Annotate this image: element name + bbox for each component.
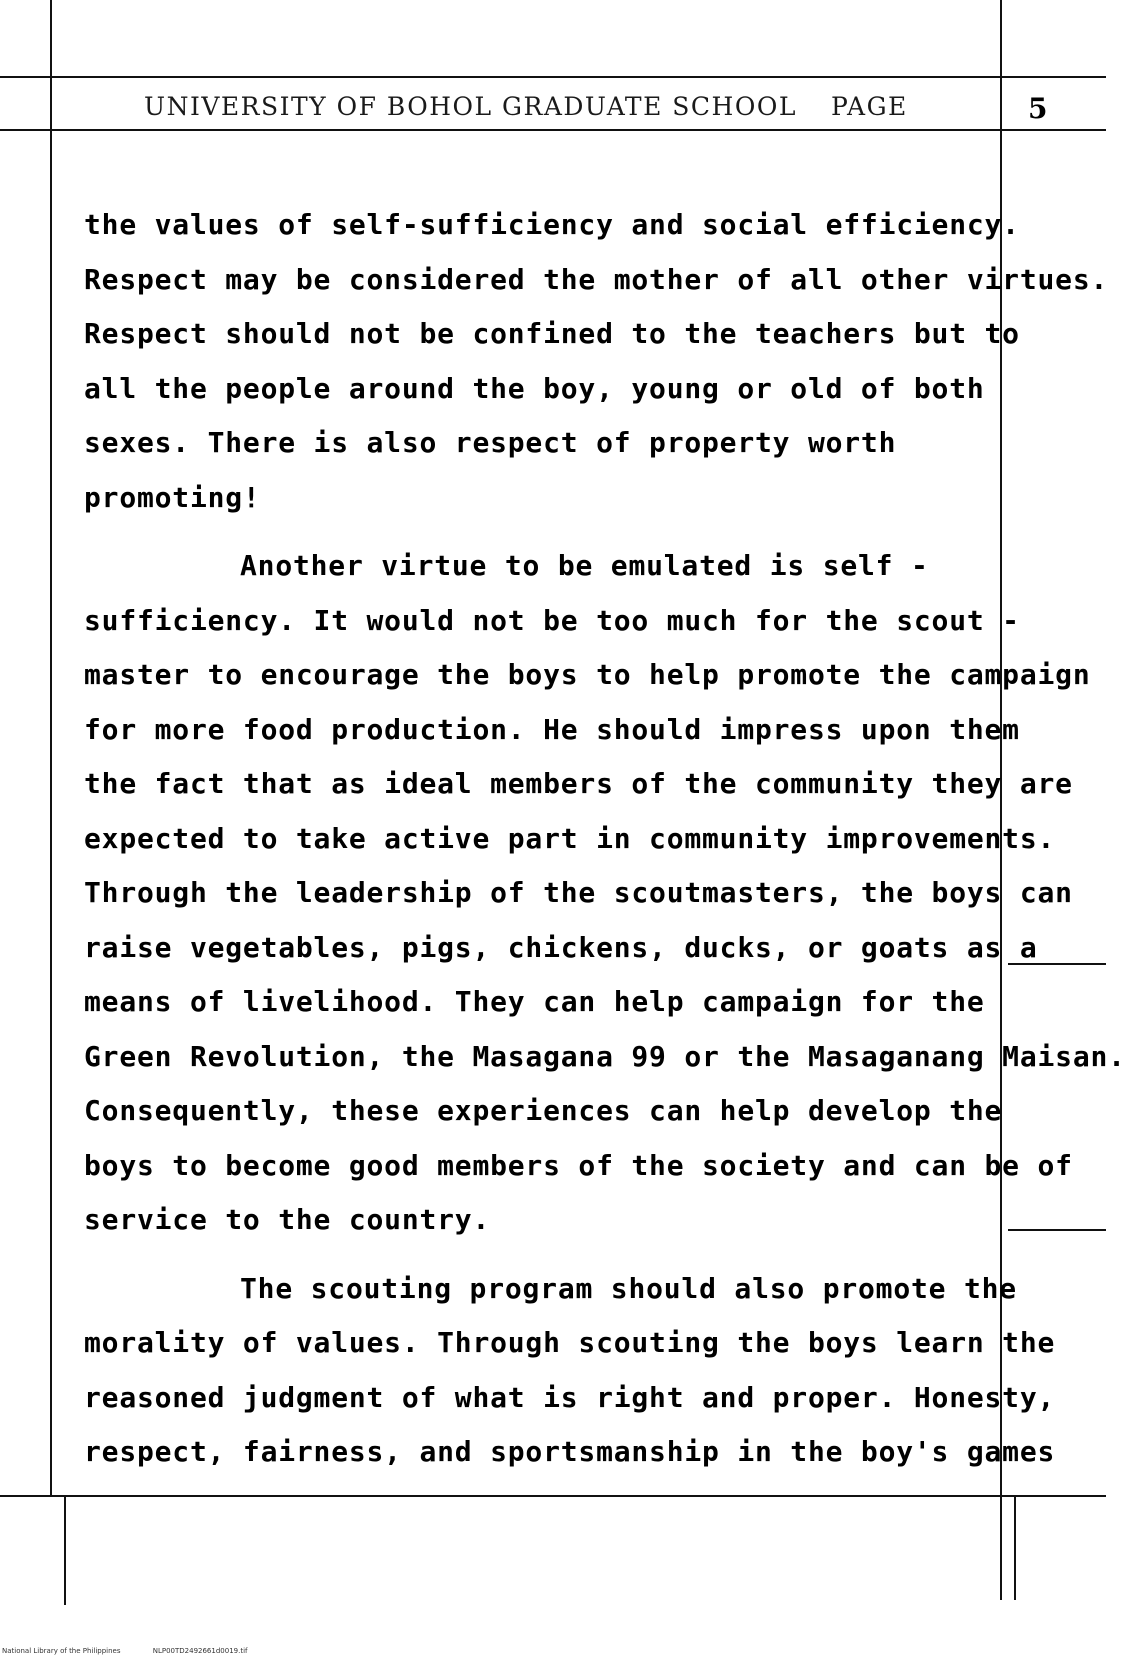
- footer-top-rule: [0, 1495, 1106, 1497]
- text-line: Another virtue to be emulated is self -: [240, 549, 929, 582]
- text-line: means of livelihood. They can help campaign for the: [84, 985, 985, 1018]
- text-line: Respect should not be confined to the teachers but to: [84, 317, 1020, 350]
- left-margin-rule: [50, 0, 52, 1495]
- right-tab-rule-2: [1008, 1229, 1106, 1231]
- text-line: the values of self-sufficiency and social efficiency.: [84, 208, 1020, 241]
- scan-file-id: NLP00TD2492661d0019.tif: [152, 1647, 248, 1655]
- header-bottom-rule: [0, 129, 1106, 131]
- paragraph: [84, 1262, 1056, 1480]
- text-line: raise vegetables, pigs, chickens, ducks, or goats as a: [84, 930, 1038, 964]
- body-text: [84, 198, 1126, 1480]
- text-line: respect, fairness, and sportsmanship in the boy's games: [84, 1435, 1056, 1468]
- scan-caption: [2, 1647, 277, 1655]
- text-line: sufficiency. It would not be too much for the scout -: [84, 603, 1020, 637]
- paragraph-gap: [84, 525, 1014, 539]
- text-line: service to the country.: [84, 1203, 491, 1236]
- text-line: sexes. There is also respect of property worth: [84, 426, 897, 459]
- header-page-label: PAGE: [831, 92, 908, 121]
- text-line: promoting!: [84, 480, 261, 514]
- scan-source: National Library of the Philippines: [2, 1647, 121, 1655]
- paragraph: [84, 198, 1109, 525]
- text-line: Green Revolution, the Masagana 99 or the Masaganang Maisan.: [84, 1039, 1126, 1073]
- text-line: all the people around the boy, young or old of both: [84, 371, 985, 405]
- paragraph-gap: [84, 1248, 1014, 1262]
- text-line: expected to take active part in community improvements.: [84, 821, 1056, 855]
- text-line: master to encourage the boys to help promote the campaign: [84, 658, 1091, 691]
- text-line: reasoned judgment of what is right and proper. Honesty,: [84, 1380, 1056, 1414]
- text-line: The scouting program should also promote the: [240, 1271, 1017, 1305]
- text-line: Respect may be considered the mother of all other virtues.: [84, 262, 1109, 296]
- text-line: the fact that as ideal members of the community they are: [84, 767, 1073, 800]
- header-page-number: 5: [1028, 92, 1048, 125]
- footer-left-rule: [64, 1495, 66, 1605]
- text-line: Through the leadership of the scoutmasters, the boys can: [84, 876, 1073, 909]
- header-top-rule: [0, 76, 1106, 78]
- paragraph: [84, 539, 1126, 1248]
- text-line: boys to become good members of the society and can be of: [84, 1148, 1073, 1182]
- footer-right-rule: [1014, 1495, 1016, 1600]
- text-line: for more food production. He should impress upon them: [84, 712, 1020, 746]
- text-line: Consequently, these experiences can help develop the: [84, 1094, 1003, 1127]
- text-line: morality of values. Through scouting the boys learn the: [84, 1326, 1056, 1359]
- header-title: UNIVERSITY OF BOHOL GRADUATE SCHOOL: [144, 92, 797, 121]
